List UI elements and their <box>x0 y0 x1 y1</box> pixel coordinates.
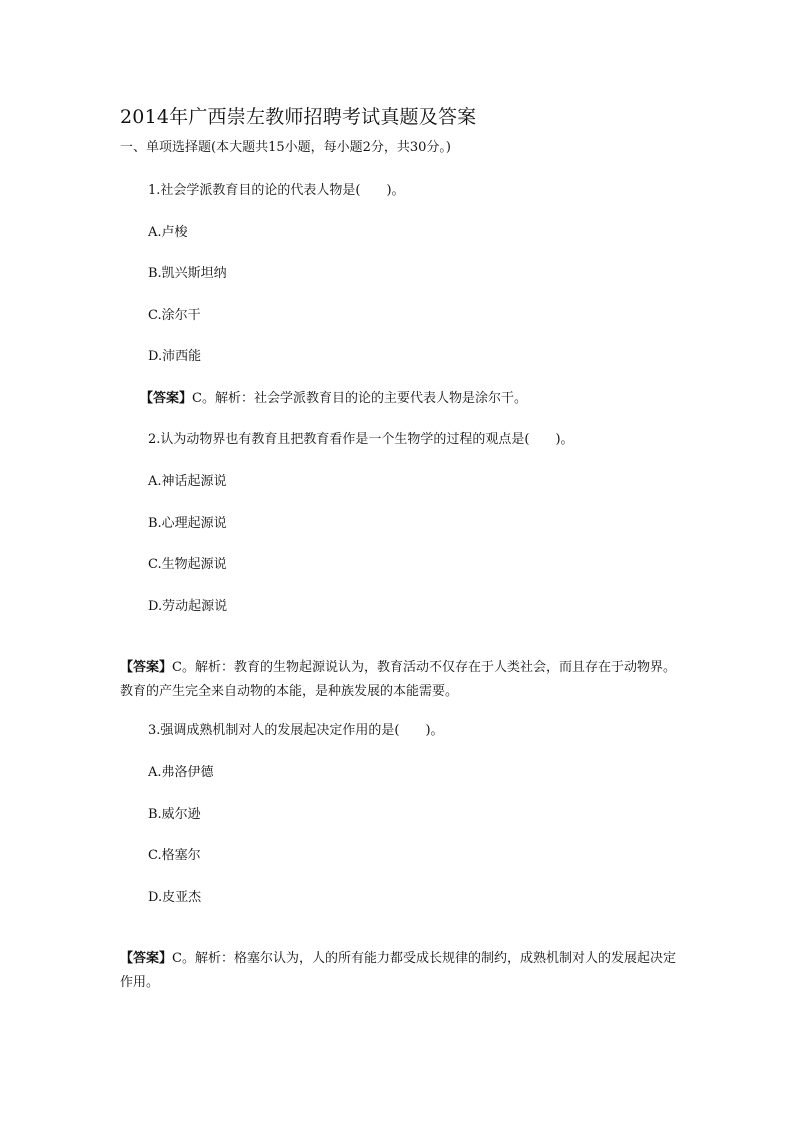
question-3-option-a: A.弗洛伊德 <box>148 765 214 780</box>
question-3-option-c: C.格塞尔 <box>148 848 201 863</box>
question-1-option-a: A.卢梭 <box>148 225 188 240</box>
question-2-option-b: B.心理起源说 <box>148 516 227 531</box>
answer-text: C。解析：格塞尔认为，人的所有能力都受成长规律的制约，成熟机制对人的发展起决定作用。 <box>120 951 676 990</box>
question-2-option-d: D.劳动起源说 <box>148 599 228 614</box>
question-3-answer <box>120 947 680 995</box>
section-heading: 一、单项选择题(本大题共15小题，每小题2分，共30分。) <box>120 140 451 155</box>
question-stem-2: 2.认为动物界也有教育且把教育看作是一个生物学的过程的观点是( )。 <box>148 432 574 447</box>
document-title: 2014年广西崇左教师招聘考试真题及答案 <box>120 106 477 128</box>
question-1-option-d: D.沛西能 <box>148 349 202 364</box>
question-1-option-b: B.凯兴斯坦纳 <box>148 266 227 281</box>
answer-tag: 【答案】 <box>120 660 173 675</box>
answer-text: C。解析：社会学派教育目的论的主要代表人物是涂尔干。 <box>192 391 527 406</box>
question-3-option-d: D.皮亚杰 <box>148 890 202 905</box>
answer-tag: 【答案】 <box>120 951 173 966</box>
question-1-option-c: C.涂尔干 <box>148 308 201 323</box>
question-stem-1: 1.社会学派教育目的论的代表人物是( )。 <box>148 183 405 198</box>
question-2-option-a: A.神话起源说 <box>148 474 227 489</box>
question-1-answer <box>140 389 527 409</box>
question-stem-3: 3.强调成熟机制对人的发展起决定作用的是( )。 <box>148 723 444 738</box>
question-3-option-b: B.威尔逊 <box>148 807 201 822</box>
question-2-option-c: C.生物起源说 <box>148 557 227 572</box>
answer-text: C。解析：教育的生物起源说认为，教育活动不仅存在于人类社会，而且存在于动物界。教育的产生完全来自动物的本能，是种族发展的本能需要。 <box>120 660 676 699</box>
answer-tag: 【答案】 <box>140 391 193 406</box>
question-2-answer <box>120 656 680 704</box>
